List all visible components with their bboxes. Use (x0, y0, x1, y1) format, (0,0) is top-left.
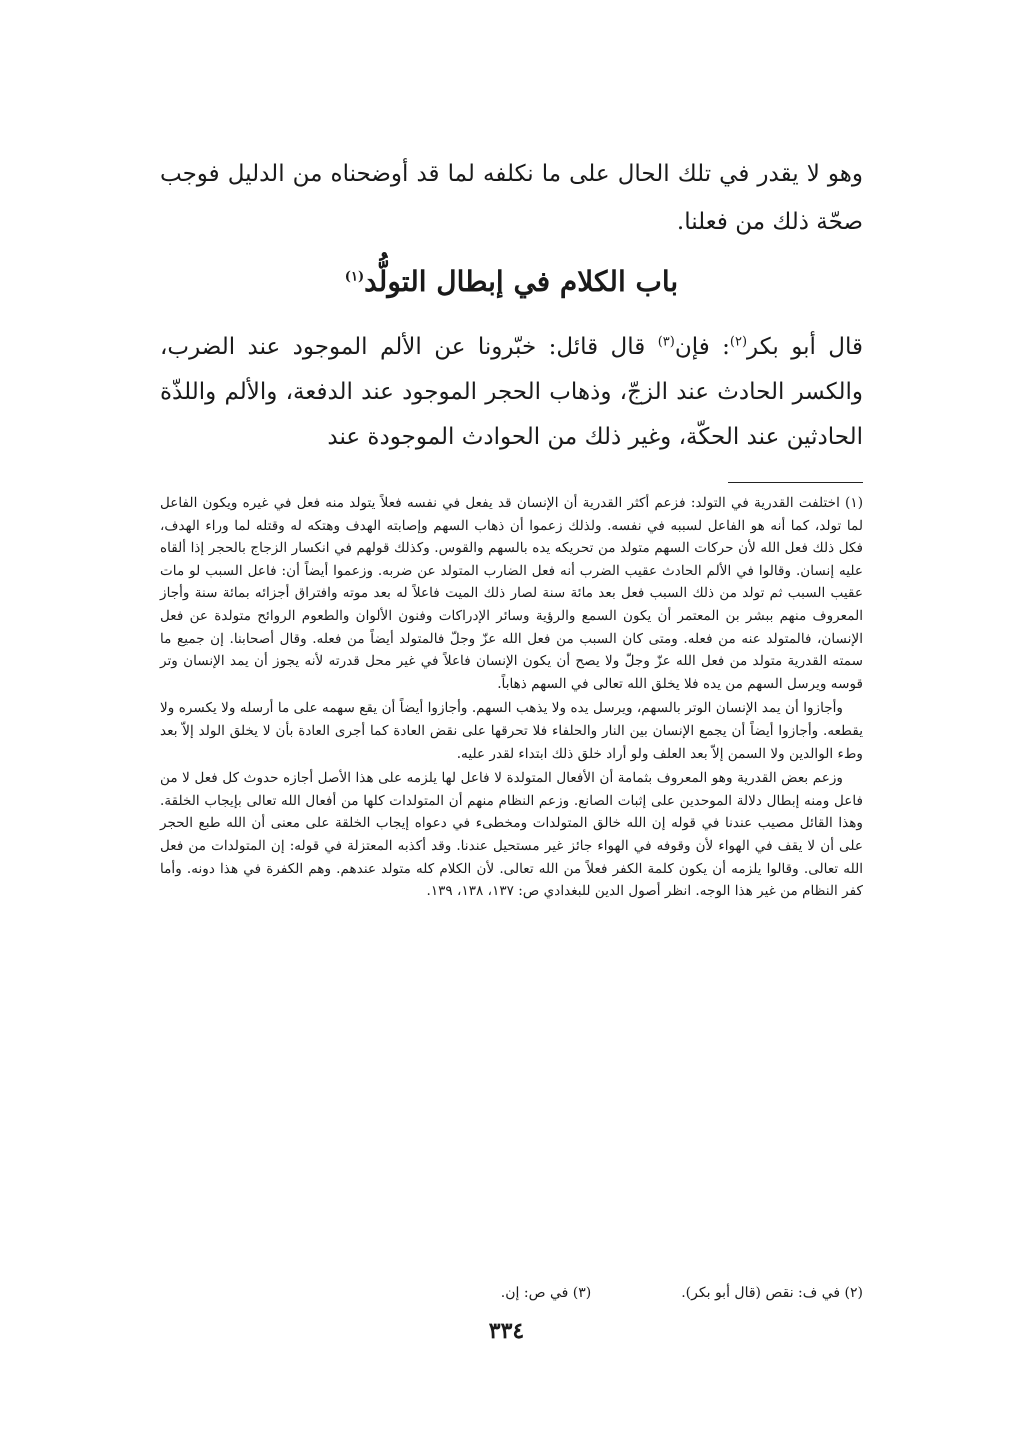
short-footnotes-line (501, 1282, 863, 1304)
footnote-ref-3[interactable]: (٣) (657, 334, 675, 350)
opening-paragraph (160, 150, 863, 246)
page-number: ٣٣٤ (488, 1318, 525, 1344)
footnote-3: (٣) في ص: إن. (500, 1285, 592, 1301)
footnote-ref-2[interactable]: (٢) (729, 334, 748, 350)
body-paragraph (160, 325, 863, 460)
body-paragraph-start: قال أبو بكر (747, 334, 863, 360)
footnote-1-paragraph-2: وأجازوا أن يمد الإنسان الوتر بالسهم، ويرسل يده ولا يذهب السهم. وأجازوا أيضاً أن يقع سهمه على ما أرسله ولا يكسره ولا يقطعه. وأجازوا أيضاً أن يجمع الإنسان بين النار والحلفاء فلا تحرقها على نقض العادة كما أجرى العادة بأن لا يخلق الولد إلاّ بعد وطء الوالدين ولا السمن إلاّ بعد العلف ولو أراد خلق ذلك ابتداء لقدر عليه. (160, 700, 863, 762)
body-paragraph-mid: : فإن (674, 334, 730, 360)
chapter-title (160, 262, 863, 302)
chapter-title-text: باب الكلام في إبطال التولُّد (364, 265, 679, 298)
opening-paragraph-text: وهو لا يقدر في تلك الحال على ما نكلفه لما قد أوضحناه من الدليل فوجب صحّة ذلك من فعلنا. (160, 161, 863, 235)
footnote-separator (728, 482, 863, 483)
body-paragraph-rest: قال قائل: خبّرونا عن الألم الموجود عند الضرب، والكسر الحادث عند الزجّ، وذهاب الحجر الموجود عند الدفعة، والألم واللذّة الحادثين عند الحكّة، وغير ذلك من الحوادث الموجودة عند (160, 334, 863, 450)
footnotes-block (160, 492, 863, 903)
chapter-title-footnote-ref[interactable]: (١) (344, 269, 365, 285)
footnote-2: (٢) في ف: نقص (قال أبو بكر). (681, 1285, 863, 1301)
footnote-1-paragraph-3: وزعم بعض القدرية وهو المعروف بثمامة أن الأفعال المتولدة لا فاعل لها يلزمه على هذا الأصل أجازه حدوث كل فعل لا من فاعل ومنه إبطال دلالة الموحدين على إثبات الصانع. وزعم النظام منهم أن المتولدات كلها من أفعال الله تعالى بإيجاب الخلقة. وهذا القائل مصيب عندنا في قوله إن الله خالق المتولدات ومخطىء في دعواه إيجاب الخلقة على معنى أن الله طبع الحجر على أن لا يقف في الهواء لأن وقوفه في الهواء جائز غير مستحيل عندنا. وقد أكذبه المعتزلة في قوله: إن المتولدات من فعل الله تعالى. وقالوا يلزمه أن يكون كلمة الكفر فعلاً من الله تعالى. لأن الكلام كله متولد عندهم. وهم الكفرة في هذا دونه. وأما كفر النظام من غير هذا الوجه. انظر أصول الدين للبغدادي ص: ١٣٧، ١٣٨، ١٣٩. (160, 770, 863, 900)
footnote-1-paragraph-1: (١) اختلفت القدرية في التولد: فزعم أكثر القدرية أن الإنسان قد يفعل في نفسه فعلاً يتولد منه فعل في غيره ويكون الفاعل لما تولد، كما أنه هو الفاعل لسببه في نفسه. ولذلك زعموا أن ذهاب السهم وإصابته الهدف وهتكه له وقتله لما وراء الهدف، فكل ذلك فعل الله لأن حركات السهم متولد من تحريكه يده بالسهم والقوس. وكذلك قولهم في انكسار الزجاج بالحجر إذا ألقاه عليه إنسان. وقالوا في الألم الحادث عقيب الضرب أنه فعل الضارب المتولد عن ضربه. وزعموا أيضاً أن: فاعل السبب لو مات عقيب السبب ثم تولد من ذلك السبب فعل بعد مائة سنة لصار ذلك الميت فاعلاً له بعد موته وافتراق أجزائه بمائة سنة وأجاز المعروف منهم ببشر بن المعتمر أن يكون السمع والرؤية وسائر الإدراكات وفنون الألوان والطعوم الروائح متولدة عن فعل الإنسان، فالمتولد عنه من فعله. ومتى كان السبب من فعل الله عزّ وجلّ فالمتولد أيضاً من فعله. وقال أصحابنا. إن جميع ما سمته القدرية متولد من فعل الله عزّ وجلّ ولا يصح أن يكون الإنسان فاعلاً في غير محل قدرته لأنه يجوز أن يمد الإنسان وتر قوسه ويرسل السهم من يده فلا يخلق الله تعالى في السهم ذهاباً. (160, 495, 863, 692)
